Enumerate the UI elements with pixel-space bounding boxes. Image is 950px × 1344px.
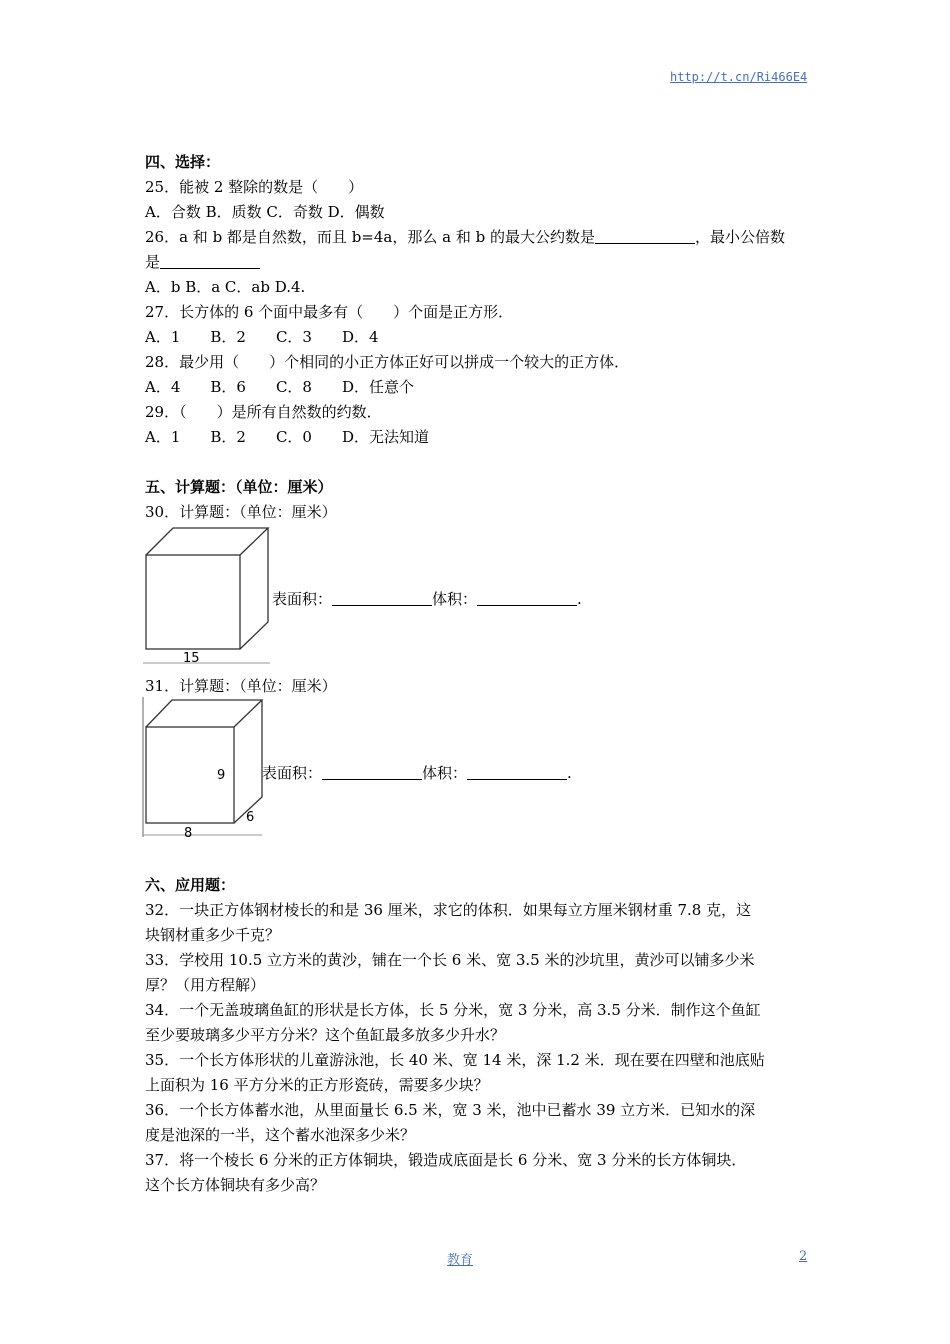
cube-top-face — [146, 528, 268, 555]
cuboid-side-face — [234, 700, 262, 823]
q34-line2: 至少要玻璃多少平方分米？这个鱼缸最多放多少升水？ — [145, 1026, 506, 1044]
q30-volume-label: 体积： — [432, 590, 478, 608]
q31-surface-blank[interactable] — [322, 764, 422, 780]
q32-line2: 块钢材重多少千克？ — [145, 926, 281, 944]
q36-line1: 36．一个长方体蓄水池，从里面量长 6.5 米，宽 3 米，池中已蓄水 39 立方米．已知水的深 — [145, 1101, 756, 1119]
q26-line1 — [145, 225, 785, 250]
q26-blank-lcm[interactable] — [160, 253, 260, 269]
q33-line2: 厚？（用方程解） — [145, 976, 266, 994]
q34-line1: 34．一个无盖玻璃鱼缸的形状是长方体，长 5 分米，宽 3 分米，高 3.5 分米．制作这个鱼缸 — [145, 1001, 761, 1019]
q37-line1: 37．将一个棱长 6 分米的正方体铜块，锻造成底面是长 6 分米、宽 3 分米的长方体铜块． — [145, 1151, 747, 1169]
q25-options: A．合数 B．质数 C．奇数 D．偶数 — [145, 203, 385, 221]
q31-volume-blank[interactable] — [467, 764, 567, 780]
q32-line1: 32．一块正方体钢材棱长的和是 36 厘米，求它的体积．如果每立方厘米钢材重 7.8 克，这 — [145, 901, 752, 919]
q30-volume-blank[interactable] — [477, 590, 577, 606]
q27-text: 27．长方体的 6 个面中最多有（ ）个面是正方形． — [145, 303, 514, 321]
q36-line2: 度是池深的一半，这个蓄水池深多少米？ — [145, 1126, 416, 1144]
q30-surface-label: 表面积： — [272, 590, 333, 608]
q37-line2: 这个长方体铜块有多少高？ — [145, 1176, 326, 1194]
q30-surface-blank[interactable] — [332, 590, 432, 606]
q30-answer-line — [272, 587, 582, 612]
q29-text: 29．（ ）是所有自然数的约数． — [145, 403, 382, 421]
q31-surface-label: 表面积： — [262, 764, 323, 782]
q30-end: . — [577, 590, 582, 608]
q31-cuboid-figure — [142, 697, 267, 839]
q27-options: A．1 B．2 C．3 D．4 — [145, 328, 379, 346]
q31-dim-height: 9 — [217, 768, 226, 783]
q26-text-b: ，最小公倍数 — [694, 228, 785, 246]
q30-dim-label: 15 — [183, 651, 200, 666]
q31-volume-label: 体积： — [422, 764, 468, 782]
q31-dim-width: 8 — [184, 826, 193, 839]
cube-front-face — [146, 555, 240, 649]
q33-line1: 33．学校用 10.5 立方米的黄沙，铺在一个长 6 米、宽 3.5 米的沙坑里，黄沙可以铺多少米 — [145, 951, 755, 969]
footer-link[interactable]: 教育 — [447, 1253, 474, 1268]
header-url[interactable]: http://t.cn/Ri466E4 — [670, 70, 808, 84]
section4-title: 四、选择： — [145, 153, 221, 171]
q25-text: 25．能被 2 整除的数是（ ） — [145, 178, 364, 196]
q28-text: 28．最少用（ ）个相同的小正方体正好可以拼成一个较大的正方体． — [145, 353, 630, 371]
q28-options: A．4 B．6 C．8 D．任意个 — [145, 378, 414, 396]
q31-answer-line — [262, 761, 572, 786]
cube-side-face — [240, 528, 268, 649]
q26-blank-gcd[interactable] — [595, 228, 695, 244]
cuboid-top-face — [146, 700, 262, 727]
section5-title: 五、计算题：（单位：厘米） — [145, 478, 333, 496]
q31-dim-depth: 6 — [246, 810, 255, 825]
page-number[interactable]: 2 — [799, 1249, 808, 1264]
q26-line2 — [145, 250, 260, 275]
q31-end: . — [567, 764, 572, 782]
q26-text-a: 26．a 和 b 都是自然数，而且 b=4a，那么 a 和 b 的最大公约数是 — [145, 228, 595, 246]
q30-text: 30．计算题：（单位：厘米） — [145, 503, 337, 521]
q26-options: A．b B．a C．ab D.4. — [145, 278, 306, 296]
q31-text: 31．计算题：（单位：厘米） — [145, 677, 337, 695]
q29-options: A．1 B．2 C．0 D．无法知道 — [145, 428, 429, 446]
q35-line1: 35．一个长方体形状的儿童游泳池，长 40 米、宽 14 米，深 1.2 米．现在要在四壁和池底贴 — [145, 1051, 765, 1069]
q26-text-c: 是 — [145, 253, 161, 271]
section6-title: 六、应用题： — [145, 876, 236, 894]
q35-line2: 上面积为 16 平方分米的正方形瓷砖，需要多少块？ — [145, 1076, 489, 1094]
q30-cube-figure — [143, 525, 273, 667]
